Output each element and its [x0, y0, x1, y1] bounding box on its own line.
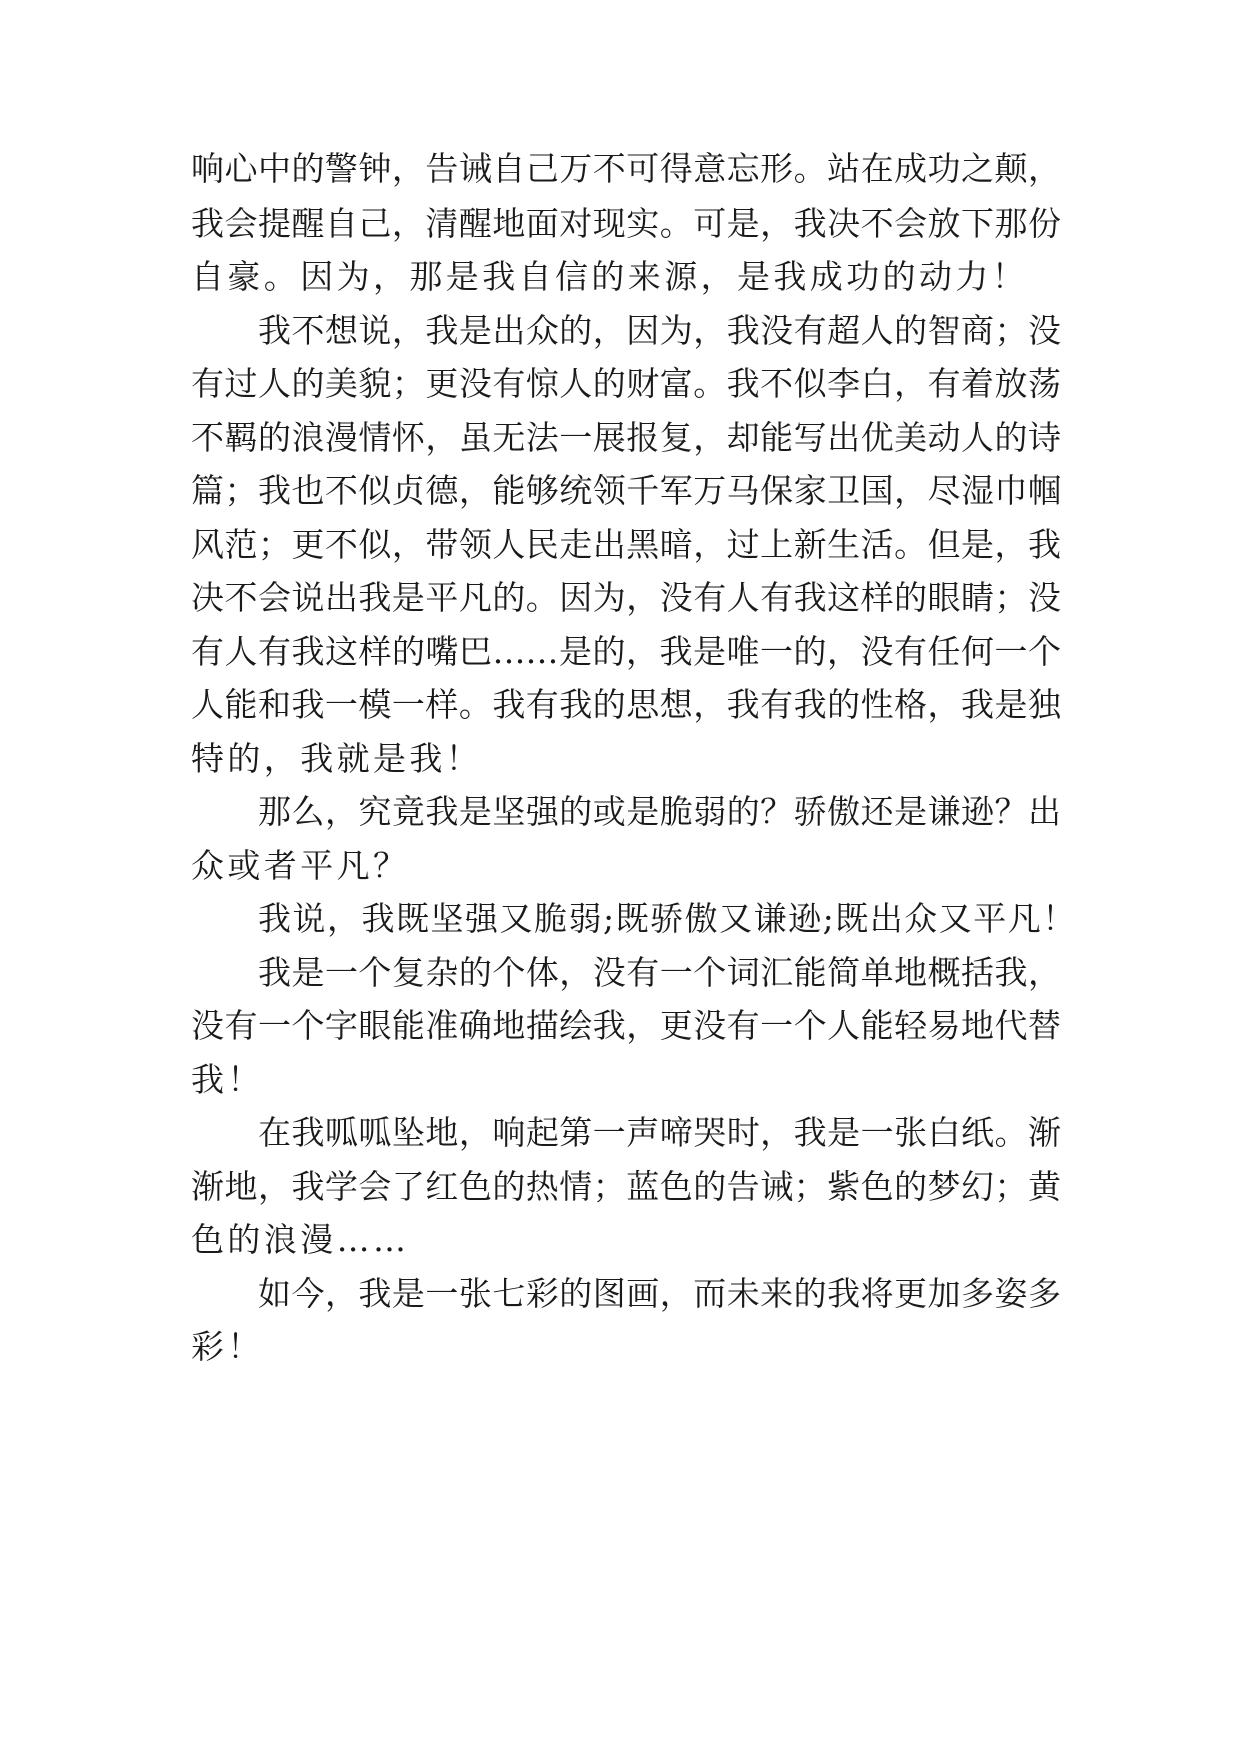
text-line: 在我呱呱坠地，响起第一声啼哭时，我是一张白纸。渐 [258, 1113, 1061, 1152]
text-line: 众或者平凡？ [191, 846, 410, 885]
text-line: 色的浪漫…… [191, 1220, 410, 1259]
text-line: 不羁的浪漫情怀，虽无法一展报复，却能写出优美动人的诗 [191, 418, 1061, 457]
text-line: 我说，我既坚强又脆弱;既骄傲又谦逊;既出众又平凡！ [258, 899, 1077, 938]
text-line: 没有一个字眼能准确地描绘我，更没有一个人能轻易地代替 [191, 1006, 1061, 1045]
text-line: 有过人的美貌；更没有惊人的财富。我不似李白，有着放荡 [191, 364, 1061, 403]
text-line: 篇；我也不似贞德，能够统领千军万马保家卫国，尽湿巾帼 [191, 471, 1061, 510]
text-line: 渐地，我学会了红色的热情；蓝色的告诫；紫色的梦幻；黄 [191, 1167, 1061, 1206]
text-line: 我不想说，我是出众的，因为，我没有超人的智商；没 [258, 311, 1061, 350]
text-line: 响心中的警钟，告诫自己万不可得意忘形。站在成功之颠， [191, 149, 1061, 188]
text-line: 那么，究竟我是坚强的或是脆弱的？骄傲还是谦逊？出 [258, 792, 1061, 831]
text-line: 有人有我这样的嘴巴……是的，我是唯一的，没有任何一个 [191, 632, 1061, 671]
text-line: 我会提醒自己，清醒地面对现实。可是，我决不会放下那份 [191, 204, 1061, 243]
text-line: 彩！ [191, 1327, 264, 1366]
text-line: 决不会说出我是平凡的。因为，没有人有我这样的眼睛；没 [191, 578, 1061, 617]
text-line: 自豪。因为，那是我自信的来源，是我成功的动力！ [191, 257, 1029, 296]
text-line: 我是一个复杂的个体，没有一个词汇能简单地概括我， [258, 953, 1061, 992]
text-line: 风范；更不似，带领人民走出黑暗，过上新生活。但是，我 [191, 525, 1061, 564]
text-line: 如今，我是一张七彩的图画，而未来的我将更加多姿多 [258, 1274, 1061, 1313]
text-line: 特的，我就是我！ [191, 739, 483, 778]
text-line: 我！ [191, 1060, 264, 1099]
text-line: 人能和我一模一样。我有我的思想，我有我的性格，我是独 [191, 685, 1061, 724]
